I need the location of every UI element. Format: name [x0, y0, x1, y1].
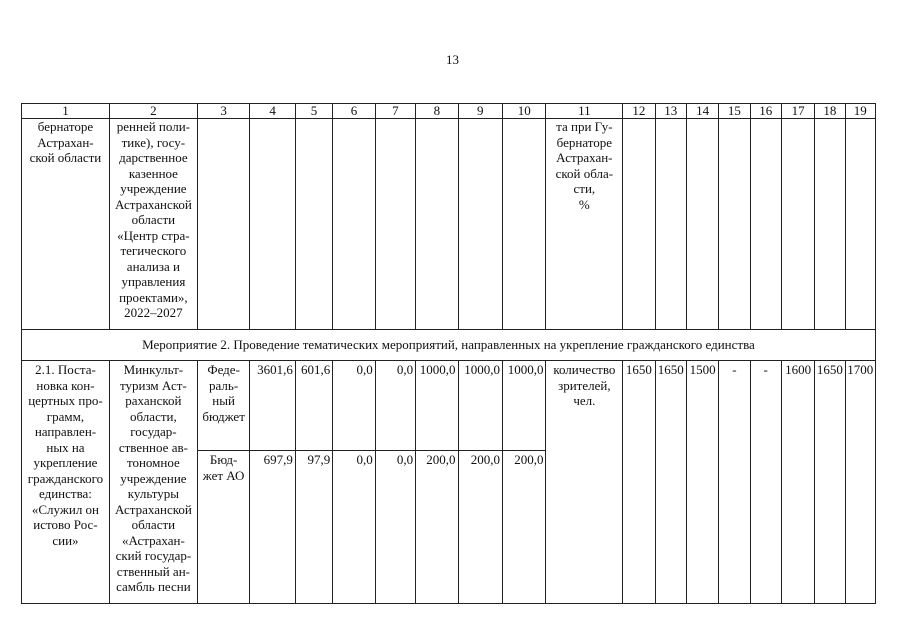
page-number: 13 [446, 52, 459, 67]
amount-cell: 0,0 [333, 361, 375, 451]
program-table [21, 103, 876, 604]
empty-cell [719, 119, 750, 330]
value-cell: - [719, 361, 750, 604]
value-cell: 1700 [845, 361, 875, 604]
col-header: 11 [546, 104, 623, 119]
empty-cell [503, 119, 546, 330]
col-header: 17 [781, 104, 814, 119]
indicator-cell: количество зрителей, чел. [546, 361, 623, 604]
value-cell: 1500 [686, 361, 718, 604]
amount-cell: 1000,0 [503, 361, 546, 451]
empty-cell [416, 119, 458, 330]
section-title: Мероприятие 2. Проведение тематических мероприятий, направленных на укрепление гражданского единства [22, 330, 876, 361]
empty-cell [750, 119, 781, 330]
value-cell: 1600 [781, 361, 814, 604]
section-row [22, 330, 876, 361]
funding-source-cell: Феде- раль- ный бюджет [197, 361, 250, 451]
value-cell: 1650 [815, 361, 845, 604]
amount-cell: 0,0 [333, 451, 375, 604]
column-numbers-row [22, 104, 876, 119]
col-header: 1 [22, 104, 110, 119]
value-cell: - [750, 361, 781, 604]
empty-cell [815, 119, 845, 330]
table-row [22, 119, 876, 330]
empty-cell [295, 119, 332, 330]
col-header: 19 [845, 104, 875, 119]
amount-cell: 200,0 [503, 451, 546, 604]
empty-cell [845, 119, 875, 330]
amount-cell: 1000,0 [458, 361, 502, 451]
col-header: 4 [250, 104, 295, 119]
col-header: 7 [375, 104, 415, 119]
responsible-cell: бернаторе Астрахан- ской области [22, 119, 110, 330]
amount-cell: 0,0 [375, 451, 415, 604]
amount-cell: 3601,6 [250, 361, 295, 451]
value-cell: 1650 [623, 361, 655, 604]
empty-cell [375, 119, 415, 330]
executor-cell: Минкульт- туризм Аст- раханской области, государ- ственное ав- тономное учреждение культуры Астраханской области «Астрахан- ский государ- ственный ан- самбль песни [109, 361, 197, 604]
col-header: 18 [815, 104, 845, 119]
col-header: 16 [750, 104, 781, 119]
col-header: 8 [416, 104, 458, 119]
empty-cell [781, 119, 814, 330]
col-header: 13 [655, 104, 686, 119]
amount-cell: 200,0 [458, 451, 502, 604]
empty-cell [197, 119, 250, 330]
col-header: 14 [686, 104, 718, 119]
amount-cell: 1000,0 [416, 361, 458, 451]
executor-cell: ренней поли- тике), госу- дарственное казенное учреждение Астраханской области «Центр стра- тегического анализа и управления проектами», 2022–2027 [109, 119, 197, 330]
col-header: 9 [458, 104, 502, 119]
col-header: 2 [109, 104, 197, 119]
empty-cell [458, 119, 502, 330]
amount-cell: 0,0 [375, 361, 415, 451]
col-header: 10 [503, 104, 546, 119]
empty-cell [655, 119, 686, 330]
col-header: 12 [623, 104, 655, 119]
empty-cell [623, 119, 655, 330]
table-row [22, 361, 876, 451]
col-header: 15 [719, 104, 750, 119]
col-header: 5 [295, 104, 332, 119]
col-header: 3 [197, 104, 250, 119]
amount-cell: 601,6 [295, 361, 332, 451]
col-header: 6 [333, 104, 375, 119]
value-cell: 1650 [655, 361, 686, 604]
empty-cell [686, 119, 718, 330]
amount-cell: 697,9 [250, 451, 295, 604]
amount-cell: 97,9 [295, 451, 332, 604]
funding-source-cell: Бюд- жет АО [197, 451, 250, 604]
indicator-cell: та при Гу- бернаторе Астрахан- ской обла- сти, % [546, 119, 623, 330]
empty-cell [333, 119, 375, 330]
activity-cell: 2.1. Поста- новка кон- цертных про- грамм, направлен- ных на укрепление гражданского единства: «Служил он истово Рос- сии» [22, 361, 110, 604]
empty-cell [250, 119, 295, 330]
amount-cell: 200,0 [416, 451, 458, 604]
